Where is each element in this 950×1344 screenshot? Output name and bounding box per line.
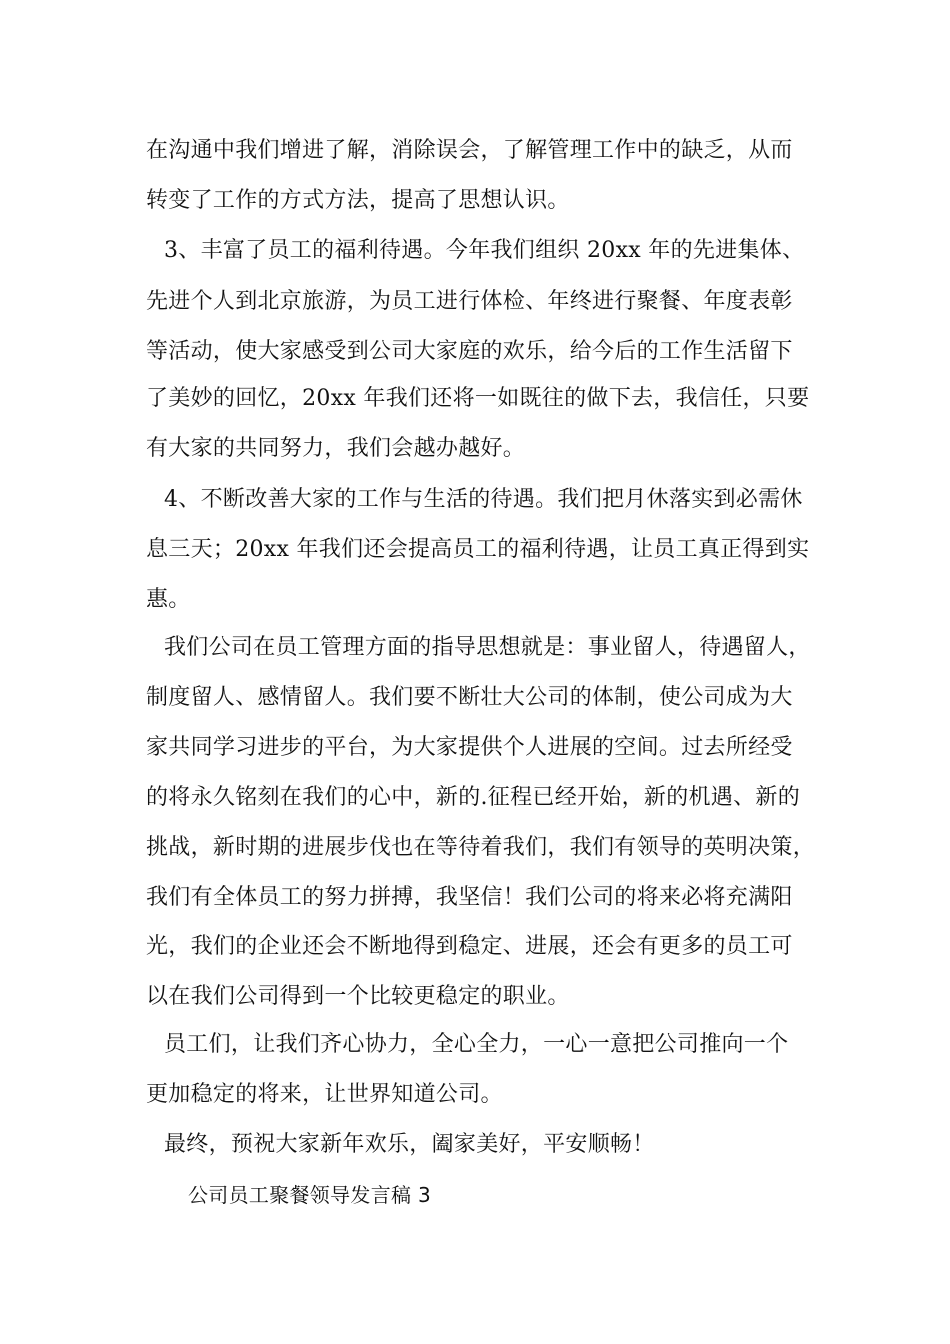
- paragraph-line: 我们公司在员工管理方面的指导思想就是：事业留人，待遇留人，: [164, 635, 811, 660]
- paragraph-line: 有大家的共同努力，我们会越办越好。: [146, 436, 526, 461]
- paragraph-line: 4、不断改善大家的工作与生活的待遇。我们把月休落实到必需休: [164, 487, 803, 512]
- paragraph-line: 家共同学习进步的平台，为大家提供个人进展的空间。过去所经受: [146, 735, 793, 760]
- paragraph-line: 了美妙的回忆，20xx 年我们还将一如既往的做下去，我信任，只要: [146, 386, 810, 411]
- paragraph-line: 最终，预祝大家新年欢乐，阖家美好，平安顺畅！: [164, 1132, 655, 1157]
- paragraph-line: 我们有全体员工的努力拼搏，我坚信！我们公司的将来必将充满阳: [146, 885, 793, 910]
- paragraph-line: 先进个人到北京旅游，为员工进行体检、年终进行聚餐、年度表彰: [146, 289, 793, 314]
- paragraph-line: 3、丰富了员工的福利待遇。今年我们组织 20xx 年的先进集体、: [164, 238, 805, 263]
- paragraph-line: 员工们，让我们齐心协力，全心全力，一心一意把公司推向一个: [164, 1032, 789, 1057]
- paragraph-line: 惠。: [146, 587, 191, 612]
- paragraph-line: 制度留人、感情留人。我们要不断壮大公司的体制，使公司成为大: [146, 685, 793, 710]
- paragraph-line: 的将永久铭刻在我们的心中，新的.征程已经开始，新的机遇、新的: [146, 785, 800, 810]
- paragraph-line: 光，我们的企业还会不断地得到稳定、进展，还会有更多的员工可: [146, 934, 793, 959]
- paragraph-line: 转变了工作的方式方法，提高了思想认识。: [146, 188, 570, 213]
- paragraph-line: 等活动，使大家感受到公司大家庭的欢乐，给今后的工作生活留下: [146, 339, 793, 364]
- paragraph-line: 以在我们公司得到一个比较更稳定的职业。: [146, 984, 570, 1009]
- paragraph-line: 在沟通中我们增进了解，消除误会，了解管理工作中的缺乏，从而: [146, 138, 793, 163]
- paragraph-line: 息三天；20xx 年我们还会提高员工的福利待遇，让员工真正得到实: [146, 537, 810, 562]
- paragraph-line: 更加稳定的将来，让世界知道公司。: [146, 1082, 503, 1107]
- section-title: 公司员工聚餐领导发言稿 3: [188, 1183, 431, 1207]
- paragraph-line: 挑战，新时期的进展步伐也在等待着我们，我们有领导的英明决策，: [146, 835, 816, 860]
